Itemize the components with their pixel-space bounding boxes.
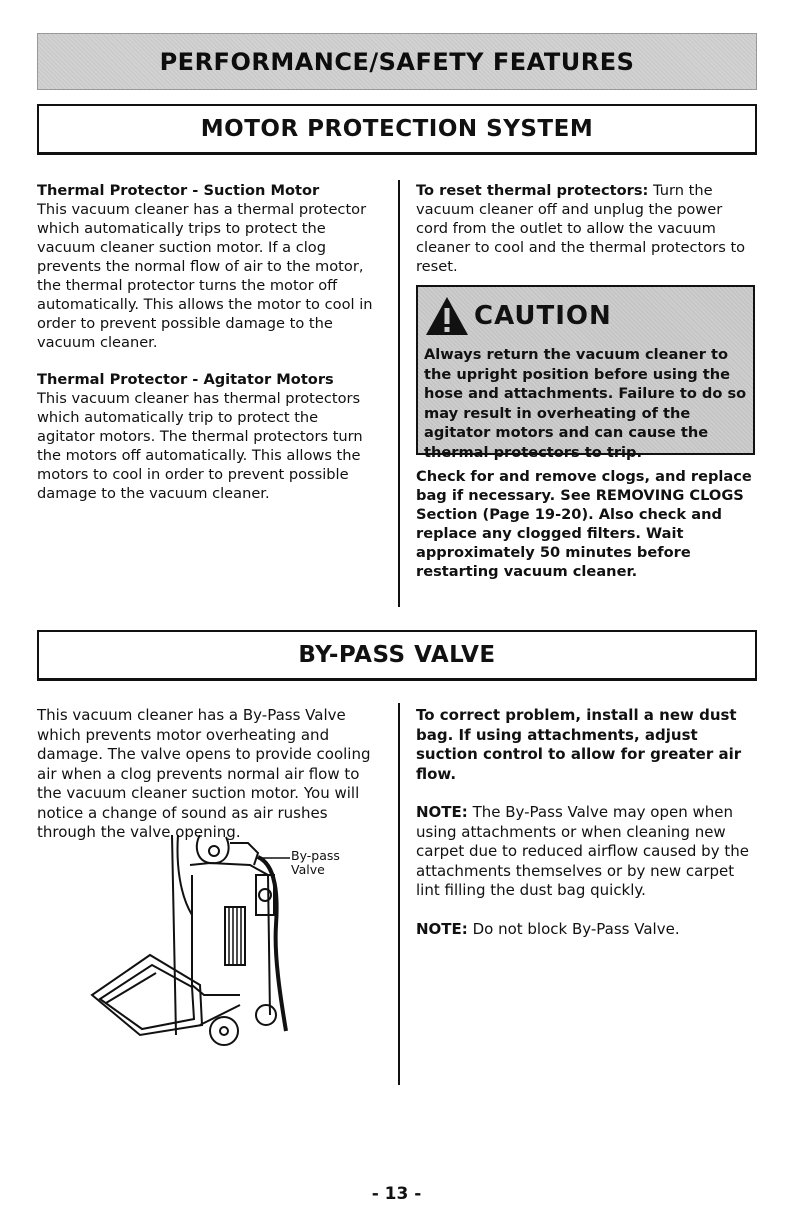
suction-motor-text: This vacuum cleaner has a thermal protector which automatically trips to protect the vacuum cleaner suction motor. If a clog prevents the normal flow of air to the motor, the thermal protector turns the motor off automatically. This allows the motor to cool in order to prevent possible damage to the vacuum cleaner. [37, 201, 373, 351]
suction-motor-heading: Thermal Protector - Suction Motor [37, 182, 320, 199]
bypass-valve-label [291, 849, 340, 877]
bypass-label-line2: Valve [291, 862, 325, 877]
check-text: Check for and remove clogs, and replace bag if necessary. See REMOVING CLOGS Section (Page 19-20). Also check and replace any clogged filters. Wait approximately 50 minutes before restarting vacuum cleaner. [416, 468, 752, 580]
agitator-motor-text: This vacuum cleaner has thermal protectors which automatically trip to protect the agitator motors. The thermal protectors turn the motors off automatically. This allows the motors to cool in order to prevent possible damage to the vacuum cleaner. [37, 390, 363, 502]
bypass-left-column [37, 706, 382, 843]
motor-protection-title: MOTOR PROTECTION SYSTEM [200, 116, 594, 142]
caution-box [416, 285, 755, 461]
reset-text: Turn the vacuum cleaner off and unplug the power cord from the outlet to allow the vacuum cleaner to cool and the thermal protectors to reset. [416, 182, 746, 275]
motor-left-column [37, 181, 377, 503]
agitator-motor-heading: Thermal Protector - Agitator Motors [37, 371, 334, 388]
bypass-intro-text: This vacuum cleaner has a By-Pass Valve which prevents motor overheating and damage. The valve opens to provide cooling air when a clog prevents normal air flow to the vacuum cleaner suction motor. You will notice a change of sound as air rushes through the valve opening. [37, 706, 371, 841]
motor-protection-heading [37, 104, 757, 155]
note1-text: The By-Pass Valve may open when using attachments or when cleaning new carpet due to reduced airflow caused by the attachments themselves or by new carpet lint filling the dust bag quickly. [416, 803, 749, 899]
caution-title: CAUTION [474, 301, 612, 331]
warning-triangle-icon [424, 295, 470, 337]
page-banner [37, 33, 757, 90]
correct-problem-text: To correct problem, install a new dust bag. If using attachments, adjust suction control to allow for greater air flow. [416, 706, 742, 783]
vacuum-illustration [80, 835, 295, 1050]
motor-column-divider [398, 180, 400, 607]
bypass-valve-heading [37, 630, 757, 681]
caution-header [424, 293, 749, 339]
reset-paragraph [416, 181, 756, 276]
banner-title: PERFORMANCE/SAFETY FEATURES [159, 47, 635, 76]
bypass-right-column [416, 706, 761, 939]
reset-heading: To reset thermal protectors: [416, 182, 649, 199]
note2-label: NOTE: [416, 919, 468, 938]
note1-label: NOTE: [416, 803, 468, 821]
bypass-valve-title: BY-PASS VALVE [298, 642, 496, 668]
page-number: - 13 - [371, 1184, 422, 1204]
note1-paragraph [416, 803, 761, 901]
check-paragraph [416, 467, 758, 581]
bypass-column-divider [398, 703, 400, 1085]
caution-text: Always return the vacuum cleaner to the upright position before using the hose and attachments. Failure to do so may result in overheating of the agitator motors and can cause the thermal protectors to trip. [424, 346, 747, 461]
bypass-label-line1: By-pass [291, 848, 340, 863]
motor-right-column [416, 181, 756, 276]
note2-text: Do not block By-Pass Valve. [472, 919, 680, 938]
note2-paragraph [416, 920, 761, 940]
